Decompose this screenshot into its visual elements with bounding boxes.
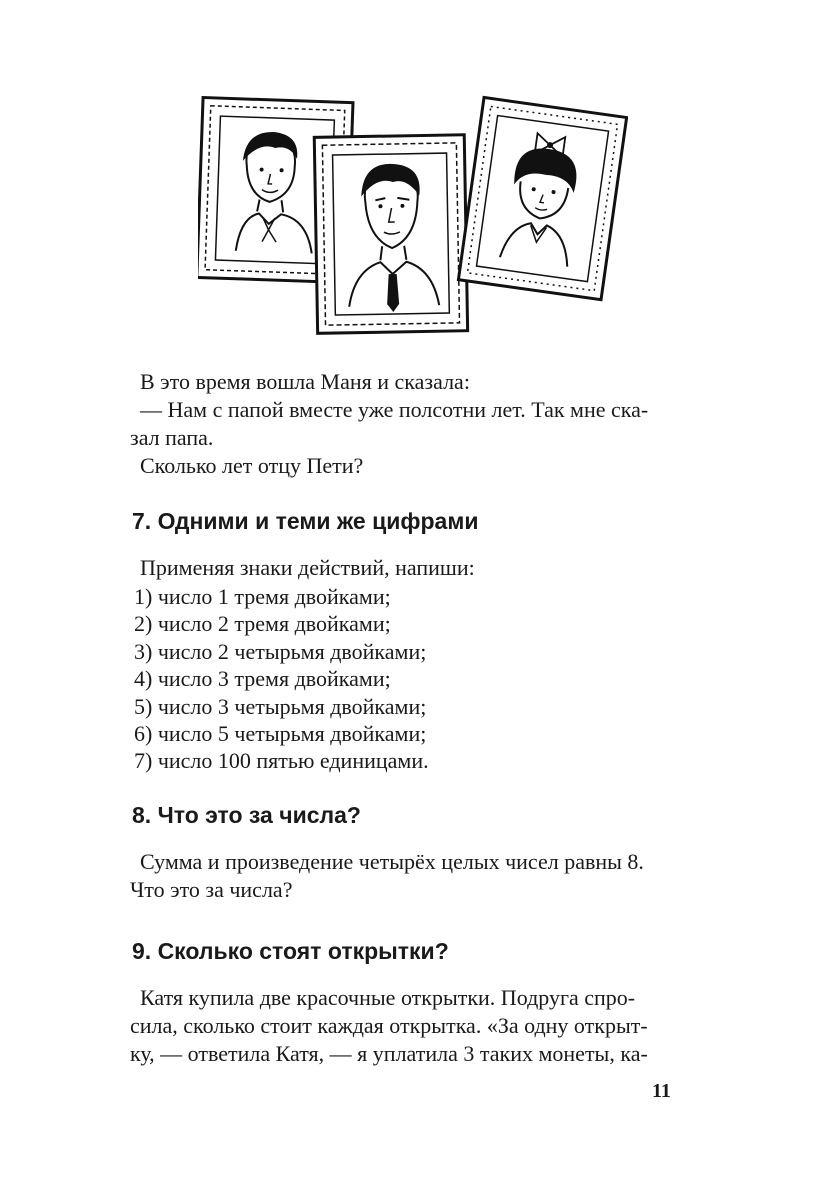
list-item: 1) число 1 тремя двойками; (134, 584, 391, 609)
story-line-3: зал папа. (130, 425, 214, 450)
section-9-line-3: ку, — ответила Катя, — я уплатила 3 таких монеты, ка- (130, 1041, 648, 1066)
section-7-list (134, 583, 429, 775)
section-9-line-1: Катя купила две красочные открытки. Подруга спро- (140, 985, 636, 1010)
list-item: 4) число 3 тремя двойками; (134, 666, 391, 692)
section-7-intro: Применяя знаки действий, напиши: (140, 555, 475, 580)
page-number: 11 (652, 1080, 671, 1102)
girl-portrait-frame (458, 97, 626, 299)
list-item: 3) число 2 четырьмя двойками; (134, 638, 427, 664)
list-item: 6) число 5 четырьмя двойками; (134, 721, 427, 747)
section-7-title: 7. Одними и теми же цифрами (132, 508, 479, 534)
story-line-1: В это время вошла Маня и сказала: (140, 369, 470, 394)
story-line-2: — Нам с папой вместе уже полсотни лет. Так мне ска- (140, 397, 649, 422)
section-9-line-2: сила, сколько стоит каждая открытка. «За одну открыт- (130, 1013, 648, 1038)
list-item: 2) число 2 тремя двойками; (134, 611, 391, 637)
section-8-line-2: Что это за числа? (130, 877, 293, 902)
section-8-line-1: Сумма и произведение четырёх целых чисел равны 8. (140, 849, 644, 874)
section-9-title: 9. Сколько стоят открытки? (132, 938, 449, 964)
story-question: Сколько лет отцу Пети? (140, 453, 364, 478)
list-item: 5) число 3 четырьмя двойками; (134, 693, 427, 719)
man-portrait-frame (314, 135, 467, 334)
list-item: 7) число 100 пятью единицами. (134, 748, 429, 774)
portraits-illustration (198, 92, 628, 342)
section-8-title: 8. Что это за числа? (132, 802, 361, 828)
